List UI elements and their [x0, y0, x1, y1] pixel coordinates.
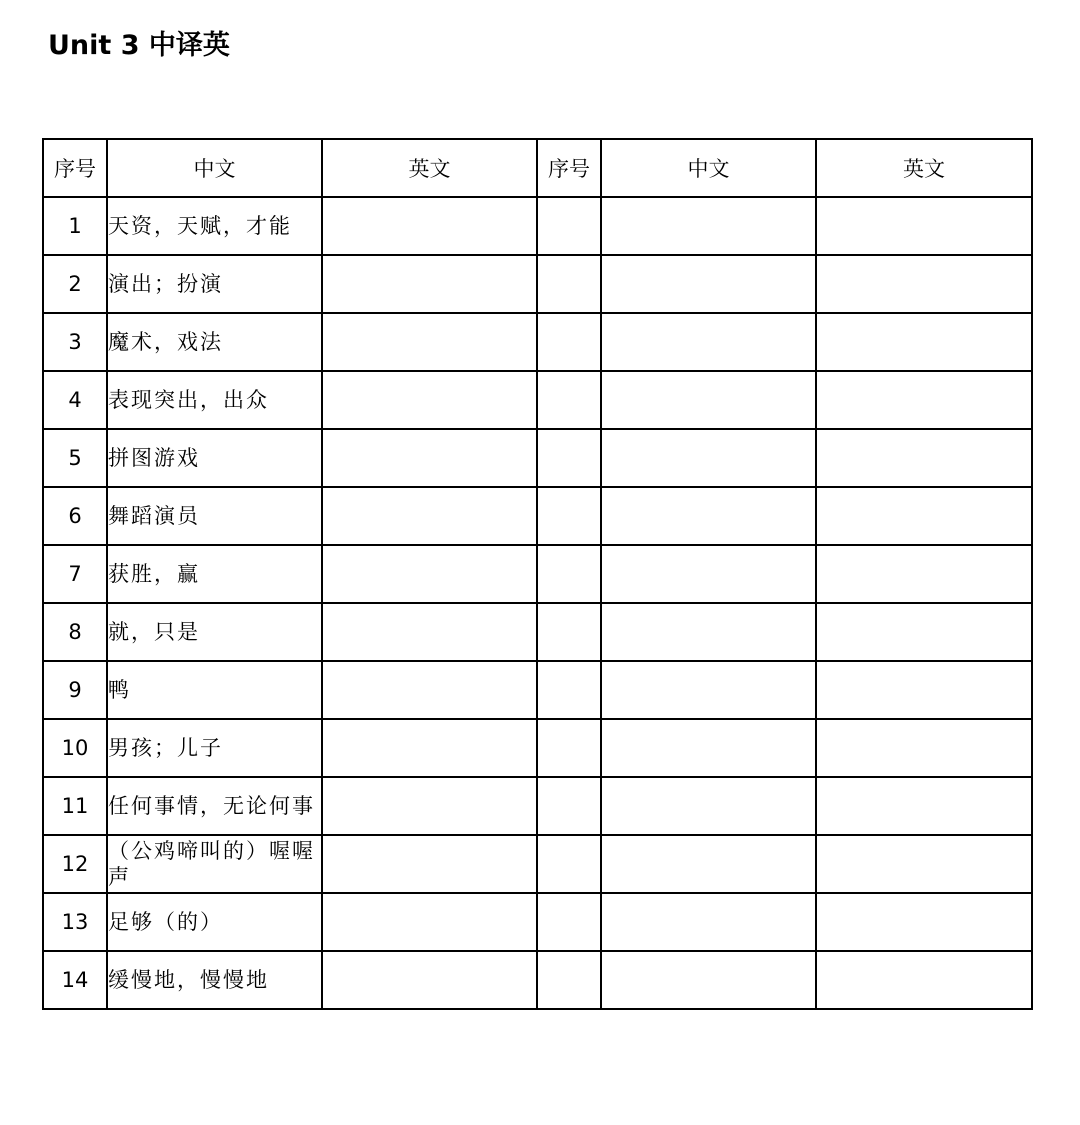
chinese-term: 获胜，赢 [107, 545, 322, 603]
table-row [43, 719, 1032, 777]
english-answer-cell[interactable] [322, 197, 537, 255]
row-index-2 [537, 197, 601, 255]
english-answer-cell-2[interactable] [816, 777, 1032, 835]
chinese-term: 足够（的） [107, 893, 322, 951]
row-index: 5 [43, 429, 107, 487]
chinese-term: 天资，天赋，才能 [107, 197, 322, 255]
table-row [43, 487, 1032, 545]
english-answer-cell-2[interactable] [816, 603, 1032, 661]
english-answer-cell[interactable] [322, 951, 537, 1009]
chinese-term: （公鸡啼叫的）喔喔声 [107, 835, 322, 893]
row-index: 7 [43, 545, 107, 603]
row-index-2 [537, 487, 601, 545]
english-answer-cell-2[interactable] [816, 429, 1032, 487]
english-answer-cell-2[interactable] [816, 951, 1032, 1009]
english-answer-cell-2[interactable] [816, 661, 1032, 719]
english-answer-cell-2[interactable] [816, 487, 1032, 545]
english-answer-cell-2[interactable] [816, 545, 1032, 603]
row-index-2 [537, 719, 601, 777]
table-header-row [43, 139, 1032, 197]
english-answer-cell[interactable] [322, 719, 537, 777]
english-answer-cell[interactable] [322, 545, 537, 603]
table-row [43, 545, 1032, 603]
chinese-term: 鸭 [107, 661, 322, 719]
english-answer-cell[interactable] [322, 893, 537, 951]
row-index-2 [537, 777, 601, 835]
row-index-2 [537, 429, 601, 487]
chinese-term: 就，只是 [107, 603, 322, 661]
english-answer-cell[interactable] [322, 313, 537, 371]
table-row [43, 313, 1032, 371]
row-index-2 [537, 603, 601, 661]
header-index: 序号 [43, 139, 107, 197]
row-index: 1 [43, 197, 107, 255]
row-index: 9 [43, 661, 107, 719]
row-index: 3 [43, 313, 107, 371]
chinese-term: 表现突出，出众 [107, 371, 322, 429]
row-index: 14 [43, 951, 107, 1009]
table-row [43, 371, 1032, 429]
english-answer-cell-2[interactable] [816, 835, 1032, 893]
english-answer-cell-2[interactable] [816, 893, 1032, 951]
english-answer-cell-2[interactable] [816, 197, 1032, 255]
row-index: 10 [43, 719, 107, 777]
chinese-term-2 [601, 429, 816, 487]
row-index-2 [537, 255, 601, 313]
row-index: 4 [43, 371, 107, 429]
table-row [43, 951, 1032, 1009]
chinese-term: 魔术，戏法 [107, 313, 322, 371]
chinese-term: 男孩；儿子 [107, 719, 322, 777]
chinese-term: 缓慢地，慢慢地 [107, 951, 322, 1009]
row-index-2 [537, 661, 601, 719]
chinese-term-2 [601, 835, 816, 893]
header-chinese: 中文 [107, 139, 322, 197]
header-chinese-2: 中文 [601, 139, 816, 197]
chinese-term-2 [601, 951, 816, 1009]
row-index-2 [537, 951, 601, 1009]
english-answer-cell-2[interactable] [816, 371, 1032, 429]
row-index-2 [537, 313, 601, 371]
chinese-term-2 [601, 255, 816, 313]
english-answer-cell[interactable] [322, 603, 537, 661]
table-row [43, 835, 1032, 893]
row-index: 8 [43, 603, 107, 661]
row-index-2 [537, 893, 601, 951]
header-english: 英文 [322, 139, 537, 197]
table-row [43, 197, 1032, 255]
chinese-term: 任何事情，无论何事 [107, 777, 322, 835]
row-index: 13 [43, 893, 107, 951]
english-answer-cell[interactable] [322, 835, 537, 893]
english-answer-cell[interactable] [322, 661, 537, 719]
chinese-term-2 [601, 777, 816, 835]
english-answer-cell-2[interactable] [816, 719, 1032, 777]
header-index-2: 序号 [537, 139, 601, 197]
chinese-term-2 [601, 371, 816, 429]
chinese-term-2 [601, 603, 816, 661]
chinese-term: 演出；扮演 [107, 255, 322, 313]
chinese-term-2 [601, 719, 816, 777]
table-row [43, 661, 1032, 719]
chinese-term-2 [601, 661, 816, 719]
row-index: 11 [43, 777, 107, 835]
vocab-table [42, 138, 1033, 1010]
english-answer-cell-2[interactable] [816, 255, 1032, 313]
table-row [43, 893, 1032, 951]
english-answer-cell[interactable] [322, 487, 537, 545]
english-answer-cell[interactable] [322, 255, 537, 313]
chinese-term-2 [601, 197, 816, 255]
chinese-term: 拼图游戏 [107, 429, 322, 487]
row-index-2 [537, 835, 601, 893]
page-title: Unit 3 中译英 [48, 30, 230, 61]
row-index-2 [537, 371, 601, 429]
table-row [43, 603, 1032, 661]
row-index-2 [537, 545, 601, 603]
row-index: 2 [43, 255, 107, 313]
english-answer-cell[interactable] [322, 777, 537, 835]
row-index: 12 [43, 835, 107, 893]
table-row [43, 255, 1032, 313]
table-row [43, 777, 1032, 835]
row-index: 6 [43, 487, 107, 545]
chinese-term-2 [601, 545, 816, 603]
chinese-term-2 [601, 487, 816, 545]
chinese-term-2 [601, 313, 816, 371]
english-answer-cell-2[interactable] [816, 313, 1032, 371]
english-answer-cell[interactable] [322, 429, 537, 487]
english-answer-cell[interactable] [322, 371, 537, 429]
table-row [43, 429, 1032, 487]
chinese-term: 舞蹈演员 [107, 487, 322, 545]
header-english-2: 英文 [816, 139, 1032, 197]
chinese-term-2 [601, 893, 816, 951]
